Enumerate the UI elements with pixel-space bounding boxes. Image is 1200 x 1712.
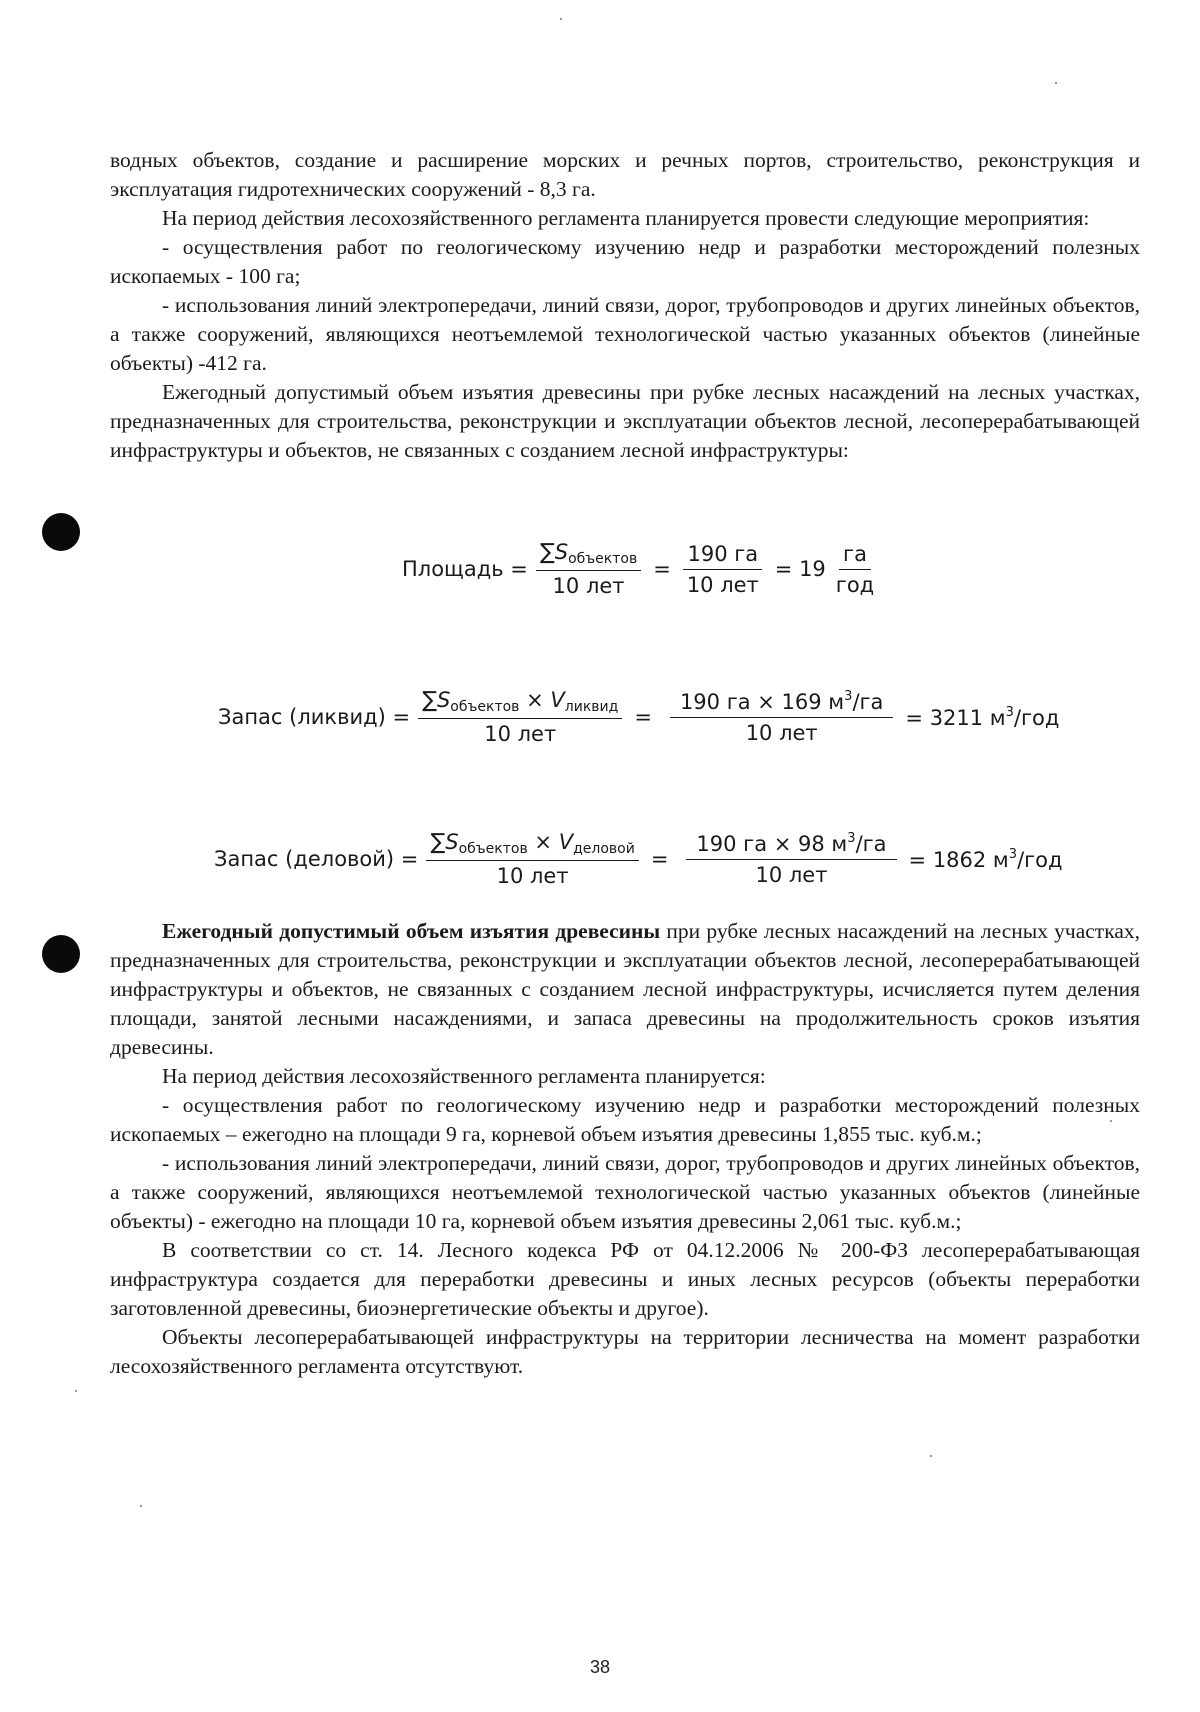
fraction: $\frac{190 га \times 169 м^3/га}{\text{10 лет}}$ xyxy=(670,689,893,745)
bold-lead: Ежегодный допустимый объем изъятия древесины xyxy=(162,919,661,943)
paragraph: - осуществления работ по геологическому изучению недр и разработки месторождений полезных ископаемых – ежегодно на площади 9 га, корневой объем изъятия древесины 1,855 тыс. куб.м.; xyxy=(110,1093,1140,1146)
page-number: 38 xyxy=(589,1657,611,1677)
fraction: $\frac{190 га \times 98 м^3/га}{\text{10 лет}}$ xyxy=(686,831,896,887)
fraction: $\frac{\sum S_{объектов} \times V_{деловой}}{\text{10 лет}}$ xyxy=(426,830,638,888)
formula-area: Площадь = $\frac{\sum S_{объектов}}{\text{10 лет}}$ = $\frac{190 га}{\text{10 лет}}$ = 19 $\frac{га}{\text{год}}$ xyxy=(402,540,886,598)
formula-label: Запас (ликвид) = xyxy=(218,705,411,729)
paragraph: водных объектов, создание и расширение морских и речных портов, строительство, реконструкция и эксплуатация гидротехнических сооружений - 8,3 га. xyxy=(110,148,1140,201)
fraction: $\frac{га}{\text{год}}$ xyxy=(835,541,875,597)
paragraph: - использования линий электропередачи, линий связи, дорог, трубопроводов и других линейных объектов, а также сооружений, являющихся неотъемлемой технологической частью указанных объектов (линейные объекты) - ежегодно на площади 10 га, корневой объем изъятия древесины 2,061 тыс. куб.м.; xyxy=(110,1151,1140,1233)
punch-hole-lower xyxy=(42,935,80,973)
formula-business-stock: Запас (деловой) = $\frac{\sum S_{объектов} \times V_{деловой}}{\text{10 лет}}$ = $\frac{190 га \times 98 м^3/га}{\text{10 лет}}$ = 1862 $м^3$/год xyxy=(214,830,1063,888)
body-text-top xyxy=(110,146,1140,465)
paragraph: - осуществления работ по геологическому изучению недр и разработки месторождений полезных ископаемых - 100 га; xyxy=(110,235,1140,288)
fraction: $\frac{\sum S_{объектов} \times V_{ликвид}}{\text{10 лет}}$ xyxy=(418,688,622,746)
formula-liquid-stock: Запас (ликвид) = $\frac{\sum S_{объектов} \times V_{ликвид}}{\text{10 лет}}$ = $\frac{190 га \times 169 м^3/га}{\text{10 лет}}$ = 3211 $м^3$/год xyxy=(218,688,1060,746)
paragraph: Объекты лесоперерабатывающей инфраструктуры на территории лесничества на момент разработки лесохозяйственного регламента отсутствуют. xyxy=(110,1325,1140,1378)
body-text-bottom xyxy=(110,917,1140,1381)
formula-label: Площадь = xyxy=(402,557,528,581)
formula-label: Запас (деловой) = xyxy=(214,847,419,871)
paragraph: Ежегодный допустимый объем изъятия древесины при рубке лесных насаждений на лесных участках, предназначенных для строительства, реконструкции и эксплуатации объектов лесной, лесоперерабатывающей инфраструктуры и объектов, не связанных с созданием лесной инфраструктуры: xyxy=(110,380,1140,462)
paragraph: На период действия лесохозяйственного регламента планируется: xyxy=(162,1064,766,1088)
fraction: $\frac{\sum S_{объектов}}{\text{10 лет}}$ xyxy=(536,540,641,598)
paragraph: - использования линий электропередачи, линий связи, дорог, трубопроводов и других линейных объектов, а также сооружений, являющихся неотъемлемой технологической частью указанных объектов (линейные объекты) -412 га. xyxy=(110,293,1140,375)
fraction: $\frac{190 га}{\text{10 лет}}$ xyxy=(683,542,763,597)
paragraph: В соответствии со ст. 14. Лесного кодекса РФ от 04.12.2006 № 200-ФЗ лесоперерабатывающая инфраструктура создается для переработки древесины и иных лесных ресурсов (объекты переработки заготовленной древесины, биоэнергетические объекты и другое). xyxy=(110,1238,1140,1320)
paragraph: Ежегодный допустимый объем изъятия древесины при рубке лесных насаждений на лесных участках, предназначенных для строительства, реконструкции и эксплуатации объектов лесной, лесоперерабатывающей инфраструктуры и объектов, не связанных с созданием лесной инфраструктуры, исчисляется путем деления площади, занятой лесными насаждениями, и запаса древесины на продолжительность сроков изъятия древесины. xyxy=(110,919,1140,1059)
punch-hole-upper xyxy=(42,513,80,551)
paragraph: На период действия лесохозяйственного регламента планируется провести следующие мероприятия: xyxy=(162,206,1090,230)
